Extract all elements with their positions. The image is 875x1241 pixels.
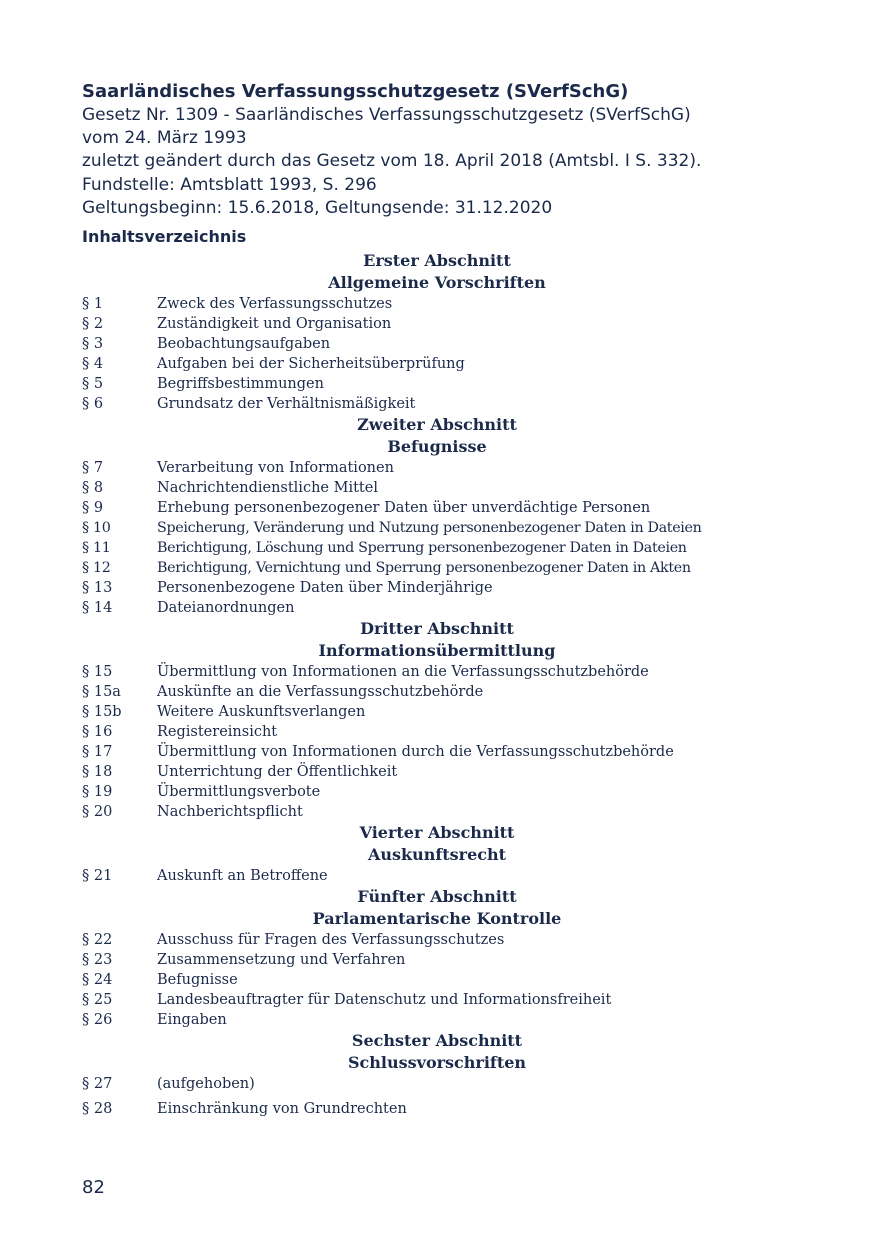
paragraph-number: § 11 bbox=[82, 540, 111, 556]
paragraph-title: Übermittlung von Informationen durch die Verfassungsschutzbehörde bbox=[157, 744, 674, 760]
paragraph-number: § 8 bbox=[82, 480, 104, 496]
toc-entry[interactable] bbox=[82, 354, 792, 374]
paragraph-title: Beobachtungsaufgaben bbox=[157, 336, 331, 352]
paragraph-number: § 17 bbox=[82, 744, 113, 760]
paragraph-title: Begriffsbestimmungen bbox=[157, 376, 324, 392]
section-subtitle: Auskunftsrecht bbox=[367, 845, 507, 864]
toc-entry[interactable] bbox=[82, 538, 792, 558]
paragraph-title: Nachberichtspflicht bbox=[157, 804, 303, 820]
toc-entry[interactable] bbox=[82, 990, 792, 1010]
toc-entry[interactable] bbox=[82, 478, 792, 498]
toc-entry[interactable] bbox=[82, 662, 792, 682]
paragraph-title: Auskünfte an die Verfassungsschutzbehörde bbox=[157, 684, 484, 700]
paragraph-title: Zusammensetzung und Verfahren bbox=[157, 952, 406, 968]
toc-entry[interactable] bbox=[82, 314, 792, 334]
validity-line: Geltungsbeginn: 15.6.2018, Geltungsende: 31.12.2020 bbox=[82, 197, 553, 218]
paragraph-title: Auskunft an Betroffene bbox=[157, 868, 328, 884]
paragraph-title: Zuständigkeit und Organisation bbox=[157, 316, 392, 332]
paragraph-number: § 27 bbox=[82, 1076, 113, 1092]
paragraph-title: Befugnisse bbox=[157, 972, 238, 988]
paragraph-number: § 13 bbox=[82, 580, 113, 596]
toc-entry[interactable] bbox=[82, 334, 792, 354]
paragraph-title: Dateianordnungen bbox=[157, 600, 295, 616]
toc-entry[interactable] bbox=[82, 722, 792, 742]
toc-entry[interactable] bbox=[82, 930, 792, 950]
paragraph-title: Grundsatz der Verhältnismäßigkeit bbox=[157, 396, 416, 412]
paragraph-number: § 3 bbox=[82, 336, 104, 352]
paragraph-number: § 22 bbox=[82, 932, 113, 948]
toc-entry[interactable] bbox=[82, 394, 792, 414]
paragraph-number: § 6 bbox=[82, 396, 104, 412]
source-line: Fundstelle: Amtsblatt 1993, S. 296 bbox=[82, 174, 377, 195]
paragraph-title: Personenbezogene Daten über Minderjährige bbox=[157, 580, 493, 596]
toc-entry[interactable] bbox=[82, 578, 792, 598]
paragraph-number: § 2 bbox=[82, 316, 104, 332]
toc-heading: Inhaltsverzeichnis bbox=[82, 227, 247, 246]
paragraph-number: § 15b bbox=[82, 704, 122, 720]
paragraph-title: Aufgaben bei der Sicherheitsüberprüfung bbox=[157, 356, 465, 372]
toc-entry[interactable] bbox=[82, 458, 792, 478]
paragraph-number: § 21 bbox=[82, 868, 113, 884]
toc-entry[interactable] bbox=[82, 702, 792, 722]
paragraph-title: Berichtigung, Vernichtung und Sperrung personenbezogener Daten in Akten bbox=[157, 560, 691, 576]
paragraph-number: § 7 bbox=[82, 460, 104, 476]
toc-entry[interactable] bbox=[82, 762, 792, 782]
paragraph-title: (aufgehoben) bbox=[157, 1076, 255, 1092]
paragraph-number: § 26 bbox=[82, 1012, 113, 1028]
paragraph-number: § 24 bbox=[82, 972, 113, 988]
paragraph-number: § 19 bbox=[82, 784, 113, 800]
document-title: Saarländisches Verfassungsschutzgesetz (SVerfSchG) bbox=[82, 81, 629, 102]
paragraph-title: Weitere Auskunftsverlangen bbox=[157, 704, 366, 720]
paragraph-number: § 12 bbox=[82, 560, 111, 576]
paragraph-number: § 5 bbox=[82, 376, 104, 392]
section-heading: Dritter Abschnitt bbox=[360, 619, 514, 638]
table-of-contents bbox=[82, 250, 792, 1119]
paragraph-number: § 28 bbox=[82, 1101, 113, 1117]
section-heading: Vierter Abschnitt bbox=[359, 823, 515, 842]
paragraph-number: § 14 bbox=[82, 600, 113, 616]
paragraph-title: Berichtigung, Löschung und Sperrung personenbezogener Daten in Dateien bbox=[157, 540, 687, 556]
section-subtitle: Informationsübermittlung bbox=[318, 641, 556, 660]
paragraph-number: § 1 bbox=[82, 296, 104, 312]
paragraph-number: § 16 bbox=[82, 724, 113, 740]
paragraph-number: § 4 bbox=[82, 356, 104, 372]
paragraph-number: § 15 bbox=[82, 664, 113, 680]
paragraph-title: Übermittlungsverbote bbox=[157, 784, 321, 800]
paragraph-title: Zweck des Verfassungsschutzes bbox=[157, 296, 393, 312]
toc-entry[interactable] bbox=[82, 294, 792, 314]
section-subtitle: Schlussvorschriften bbox=[347, 1053, 527, 1072]
law-date-line: vom 24. März 1993 bbox=[82, 128, 247, 149]
paragraph-number: § 20 bbox=[82, 804, 113, 820]
section-heading: Zweiter Abschnitt bbox=[357, 415, 517, 434]
toc-entry[interactable] bbox=[82, 558, 792, 578]
toc-entry[interactable] bbox=[82, 950, 792, 970]
toc-entry[interactable] bbox=[82, 682, 792, 702]
paragraph-title: Ausschuss für Fragen des Verfassungsschutzes bbox=[157, 932, 505, 948]
amendment-line: zuletzt geändert durch das Gesetz vom 18. April 2018 (Amtsbl. I S. 332). bbox=[82, 151, 702, 172]
section-heading: Erster Abschnitt bbox=[363, 251, 511, 270]
toc-entry[interactable] bbox=[82, 782, 792, 802]
toc-entry[interactable] bbox=[82, 518, 792, 538]
paragraph-title: Verarbeitung von Informationen bbox=[157, 460, 394, 476]
paragraph-number: § 15a bbox=[82, 684, 121, 700]
toc-entry[interactable] bbox=[82, 1010, 792, 1030]
law-number-line: Gesetz Nr. 1309 - Saarländisches Verfassungsschutzgesetz (SVerfSchG) bbox=[82, 105, 691, 125]
toc-entry[interactable] bbox=[82, 498, 792, 518]
paragraph-number: § 9 bbox=[82, 500, 104, 516]
paragraph-title: Landesbeauftragter für Datenschutz und Informationsfreiheit bbox=[157, 992, 612, 1008]
toc-entry[interactable] bbox=[82, 598, 792, 618]
toc-entry[interactable] bbox=[82, 1099, 792, 1119]
page-number: 82 bbox=[82, 1177, 105, 1198]
paragraph-number: § 23 bbox=[82, 952, 113, 968]
paragraph-title: Nachrichtendienstliche Mittel bbox=[157, 480, 378, 496]
toc-entry[interactable] bbox=[82, 802, 792, 822]
section-subtitle: Allgemeine Vorschriften bbox=[328, 273, 546, 292]
toc-entry[interactable] bbox=[82, 742, 792, 762]
paragraph-title: Einschränkung von Grundrechten bbox=[157, 1101, 407, 1117]
paragraph-number: § 18 bbox=[82, 764, 113, 780]
document-metadata bbox=[82, 104, 701, 220]
toc-entry[interactable] bbox=[82, 1074, 792, 1094]
section-heading: Fünfter Abschnitt bbox=[357, 887, 517, 906]
paragraph-title: Registereinsicht bbox=[157, 724, 278, 740]
paragraph-title: Speicherung, Veränderung und Nutzung personenbezogener Daten in Dateien bbox=[157, 520, 702, 536]
paragraph-title: Eingaben bbox=[157, 1012, 227, 1028]
paragraph-title: Erhebung personenbezogener Daten über unverdächtige Personen bbox=[157, 500, 651, 516]
section-heading: Sechster Abschnitt bbox=[351, 1031, 523, 1050]
paragraph-title: Unterrichtung der Öffentlichkeit bbox=[157, 764, 398, 780]
paragraph-number: § 25 bbox=[82, 992, 113, 1008]
toc-entry[interactable] bbox=[82, 970, 792, 990]
paragraph-title: Übermittlung von Informationen an die Verfassungsschutzbehörde bbox=[157, 664, 649, 680]
toc-entry[interactable] bbox=[82, 866, 792, 886]
toc-entry[interactable] bbox=[82, 374, 792, 394]
section-subtitle: Befugnisse bbox=[387, 437, 487, 456]
paragraph-number: § 10 bbox=[82, 520, 111, 536]
section-subtitle: Parlamentarische Kontrolle bbox=[312, 909, 562, 928]
